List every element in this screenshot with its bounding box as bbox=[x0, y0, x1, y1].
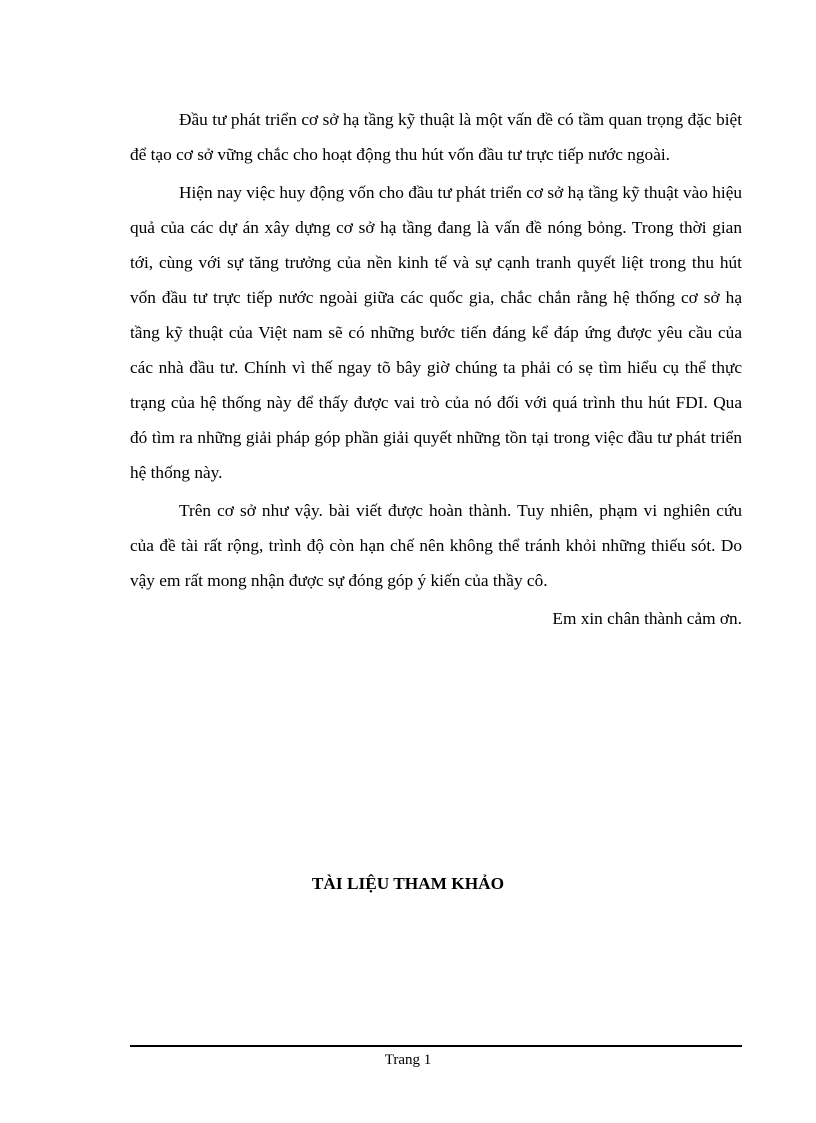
paragraph-intro: Đầu tư phát triển cơ sở hạ tầng kỹ thuật là một vấn đề có tầm quan trọng đặc biệt để tạo cơ sở vững chắc cho hoạt động thu hút vốn đầu tư trực tiếp nước ngoài. bbox=[130, 110, 742, 164]
paragraph-main: Hiện nay việc huy động vốn cho đầu tư phát triển cơ sở hạ tầng kỹ thuật vào hiệu quả của các dự án xây dựng cơ sở hạ tầng đang là vấn đề nóng bỏng. Trong thời gian tới, cùng với sự tăng trưởng của nền kinh tế và sự cạnh tranh quyết liệt trong thu hút vốn đầu tư trực tiếp nước ngoài giữa các quốc gia, chắc chắn rằng hệ thống cơ sở hạ tầng kỹ thuật của Việt nam sẽ có những bước tiến đáng kể đáp ứng được yêu cầu của các nhà đầu tư. Chính vì thế ngay tõ bây giờ chúng ta phải có sẹ tìm hiểu cụ thể thực trạng của hệ thống này để thấy được vai trò của nó đối với quá trình thu hút FDI. Qua đó tìm ra những giải pháp góp phần giải quyết những tồn tại trong việc đầu tư phát triển hệ thống này. bbox=[130, 183, 742, 482]
page-number: Trang 1 bbox=[384, 1052, 432, 1068]
references-heading: TÀI LIỆU THAM KHẢO bbox=[311, 874, 505, 893]
body-text bbox=[130, 102, 742, 636]
closing-line: Em xin chân thành cảm ơn. bbox=[552, 609, 742, 628]
paragraph-conclusion: Trên cơ sở như vậy. bài viết được hoàn thành. Tuy nhiên, phạm vi nghiên cứu của đề tài rất rộng, trình độ còn hạn chế nên không thể tránh khỏi những thiếu sót. Do vậy em rất mong nhận được sự đóng góp ý kiến của thầy cô. bbox=[130, 501, 742, 590]
footer-divider bbox=[130, 1045, 742, 1047]
